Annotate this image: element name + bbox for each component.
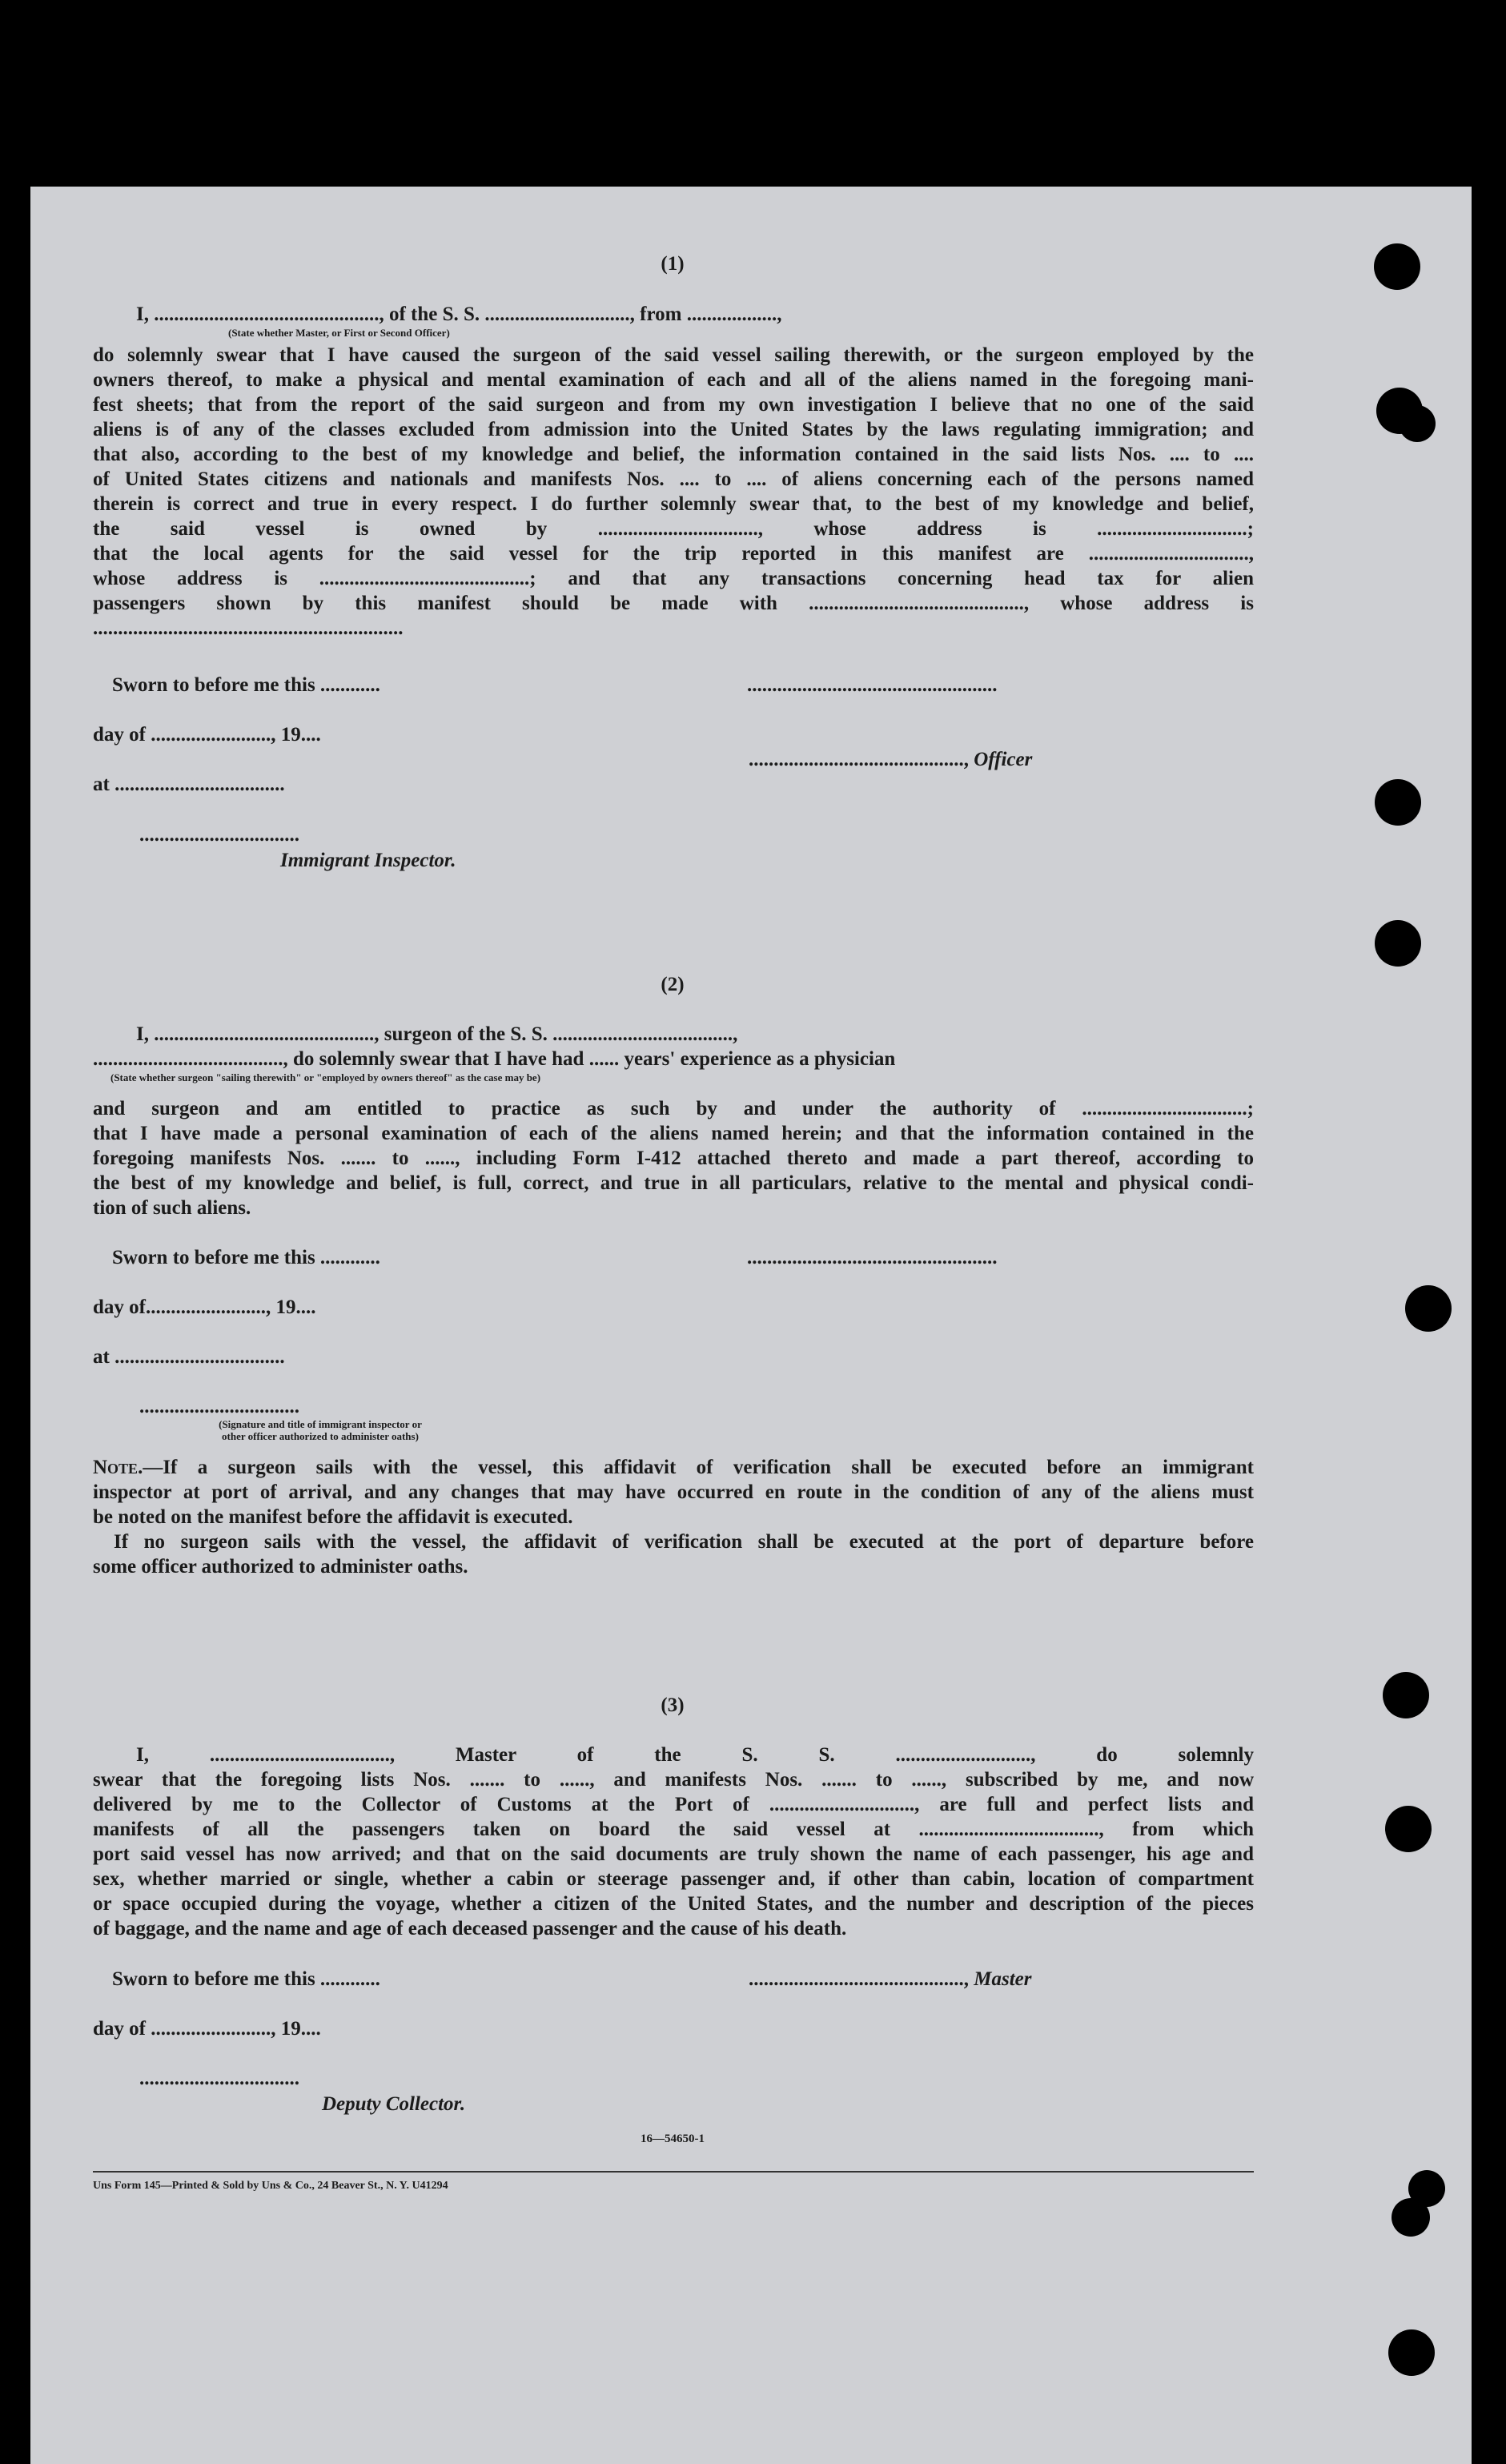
punch-hole	[1405, 1285, 1452, 1332]
note-line: inspector at port of arrival, and any changes that may have occurred en route in the condition of any of the aliens must	[93, 1481, 1254, 1503]
day-line: day of ........................, 19....	[93, 2018, 321, 2040]
note-line: be noted on the manifest before the affidavit is executed.	[93, 1506, 573, 1528]
at-line: at ..................................	[93, 1346, 285, 1368]
note-text: —If a surgeon sails with the vessel, this affidavit of verification shall be executed before an immigrant	[143, 1457, 1254, 1478]
note-line: If no surgeon sails with the vessel, the affidavit of verification shall be executed at the port of departure before	[114, 1531, 1254, 1553]
text-line: the best of my knowledge and belief, is full, correct, and true in all particulars, relative to the mental and physical condi-	[93, 1172, 1254, 1194]
section-1-first-line: I, ............................................., of the S. S. ............................., from ..................,	[136, 303, 782, 325]
form-number: 16—54650-1	[641, 2132, 705, 2145]
sworn-line: Sworn to before me this ............	[112, 674, 380, 696]
punch-hole	[1385, 1806, 1432, 1852]
officer-signature-line: ................................	[139, 1396, 299, 1417]
note-line	[93, 1455, 1254, 1480]
at-line: at ..................................	[93, 774, 285, 795]
punch-hole	[1374, 243, 1420, 290]
punch-hole	[1399, 405, 1436, 442]
master-label: Master	[974, 1968, 1032, 1990]
text-line: tion of such aliens.	[93, 1197, 251, 1219]
text-line: that also, according to the best of my knowledge and belief, the information contained in the said lists Nos. .... to ....	[93, 444, 1254, 465]
note-line: some officer authorized to administer oaths.	[93, 1556, 468, 1578]
inspector-signature-line: ................................	[139, 824, 299, 846]
sworn-line: Sworn to before me this ............	[112, 1247, 380, 1268]
section-2-second-line: ......................................, do solemnly swear that I have had ...... years' experience as a physician	[93, 1048, 896, 1070]
text-line: port said vessel has now arrived; and that on the said documents are truly shown the name of each passenger, his age and	[93, 1843, 1254, 1865]
signature-note-2: other officer authorized to administer oaths)	[222, 1430, 419, 1442]
note-label: Note.	[93, 1457, 143, 1478]
text-line: I, ...................................., Master of the S. S. ..........................., do solemnly	[136, 1744, 1254, 1766]
section-3-paragraph	[93, 1742, 1254, 1941]
text-line: aliens is of any of the classes excluded from admission into the United States by the laws regulating immigration; and	[93, 419, 1254, 440]
text-line: that I have made a personal examination of each of the aliens named herein; and that the information contained in the	[93, 1123, 1254, 1144]
footer-rule	[93, 2171, 1254, 2173]
surgeon-note: (State whether surgeon "sailing therewith" or "employed by owners thereof" as the case may be)	[110, 1071, 541, 1083]
officer-dots: ...........................................,	[749, 749, 974, 770]
section-3-number: (3)	[661, 1694, 685, 1716]
text-line: passengers shown by this manifest should be made with ..........................................., whose address is	[93, 593, 1254, 614]
text-line: sex, whether married or single, whether a cabin or steerage passenger and, if other than cabin, location of compartment	[93, 1868, 1254, 1890]
signature-note-1: (Signature and title of immigrant inspector or	[219, 1418, 422, 1430]
section-2-first-line: I, ............................................, surgeon of the S. S. ....................................,	[136, 1023, 738, 1045]
officer-label: Officer	[974, 749, 1033, 770]
text-line: the said vessel is owned by ................................, whose address is ..............................;	[93, 518, 1254, 540]
day-line: day of........................, 19....	[93, 1296, 316, 1318]
immigrant-inspector-label: Immigrant Inspector.	[280, 850, 456, 871]
text-line: or space occupied during the voyage, whether a citizen of the United States, and the number and description of the pieces	[93, 1893, 1254, 1915]
punch-hole	[1375, 920, 1421, 967]
section-1-paragraph	[93, 343, 1254, 641]
text-line: that the local agents for the said vessel for the trip reported in this manifest are ................................,	[93, 543, 1254, 565]
text-line: and surgeon and am entitled to practice as such by and under the authority of .................................;	[93, 1098, 1254, 1119]
text-line: owners thereof, to make a physical and mental examination of each and all of the aliens named in the foregoing mani-	[93, 369, 1254, 391]
printer-imprint: Uns Form 145—Printed & Sold by Uns & Co., 24 Beaver St., N. Y. U41294	[93, 2180, 448, 2192]
section-1-number: (1)	[661, 253, 685, 275]
text-line: do solemnly swear that I have caused the surgeon of the said vessel sailing therewith, or the surgeon employed by the	[93, 344, 1254, 366]
master-dots: ...........................................,	[749, 1968, 974, 1990]
text-line: of United States citizens and nationals and manifests Nos. .... to .... of aliens concerning each of the persons named	[93, 468, 1254, 490]
text-line: of baggage, and the name and age of each deceased passenger and the cause of his death.	[93, 1918, 847, 1939]
signature-line: ..................................................	[747, 674, 998, 696]
section-2-number: (2)	[661, 974, 685, 995]
text-line: swear that the foregoing lists Nos. ....... to ......, and manifests Nos. ....... to ......, subscribed by me, and now	[93, 1769, 1254, 1791]
punch-hole	[1388, 2329, 1435, 2376]
punch-hole	[1383, 1672, 1429, 1718]
deputy-collector-label: Deputy Collector.	[322, 2093, 466, 2115]
text-line: delivered by me to the Collector of Customs at the Port of ............................., are full and perfect lists and	[93, 1794, 1254, 1815]
section-2-paragraph	[93, 1096, 1254, 1220]
collector-signature-line: ................................	[139, 2068, 299, 2089]
text-line: foregoing manifests Nos. ....... to ......, including Form I-412 attached thereto and made a part thereof, according to	[93, 1148, 1254, 1169]
officer-line	[749, 747, 1032, 772]
note-block	[93, 1455, 1254, 1579]
text-line: ..............................................................	[93, 617, 404, 639]
text-line: therein is correct and true in every respect. I do further solemnly swear that, to the best of my knowledge and belief,	[93, 493, 1254, 515]
text-line: whose address is ..........................................; and that any transactions concerning head tax for alien	[93, 568, 1254, 589]
punch-hole	[1392, 2198, 1430, 2237]
day-line: day of ........................, 19....	[93, 724, 321, 746]
master-line	[749, 1967, 1031, 1992]
section-1-officer-note: (State whether Master, or First or Second Officer)	[228, 327, 450, 339]
text-line: manifests of all the passengers taken on board the said vessel at ...................................., from which	[93, 1819, 1254, 1840]
text-line: fest sheets; that from the report of the said surgeon and from my own investigation I believe that no one of the said	[93, 394, 1254, 416]
sworn-line: Sworn to before me this ............	[112, 1968, 380, 1990]
punch-hole	[1375, 779, 1421, 826]
signature-line: ..................................................	[747, 1247, 998, 1268]
